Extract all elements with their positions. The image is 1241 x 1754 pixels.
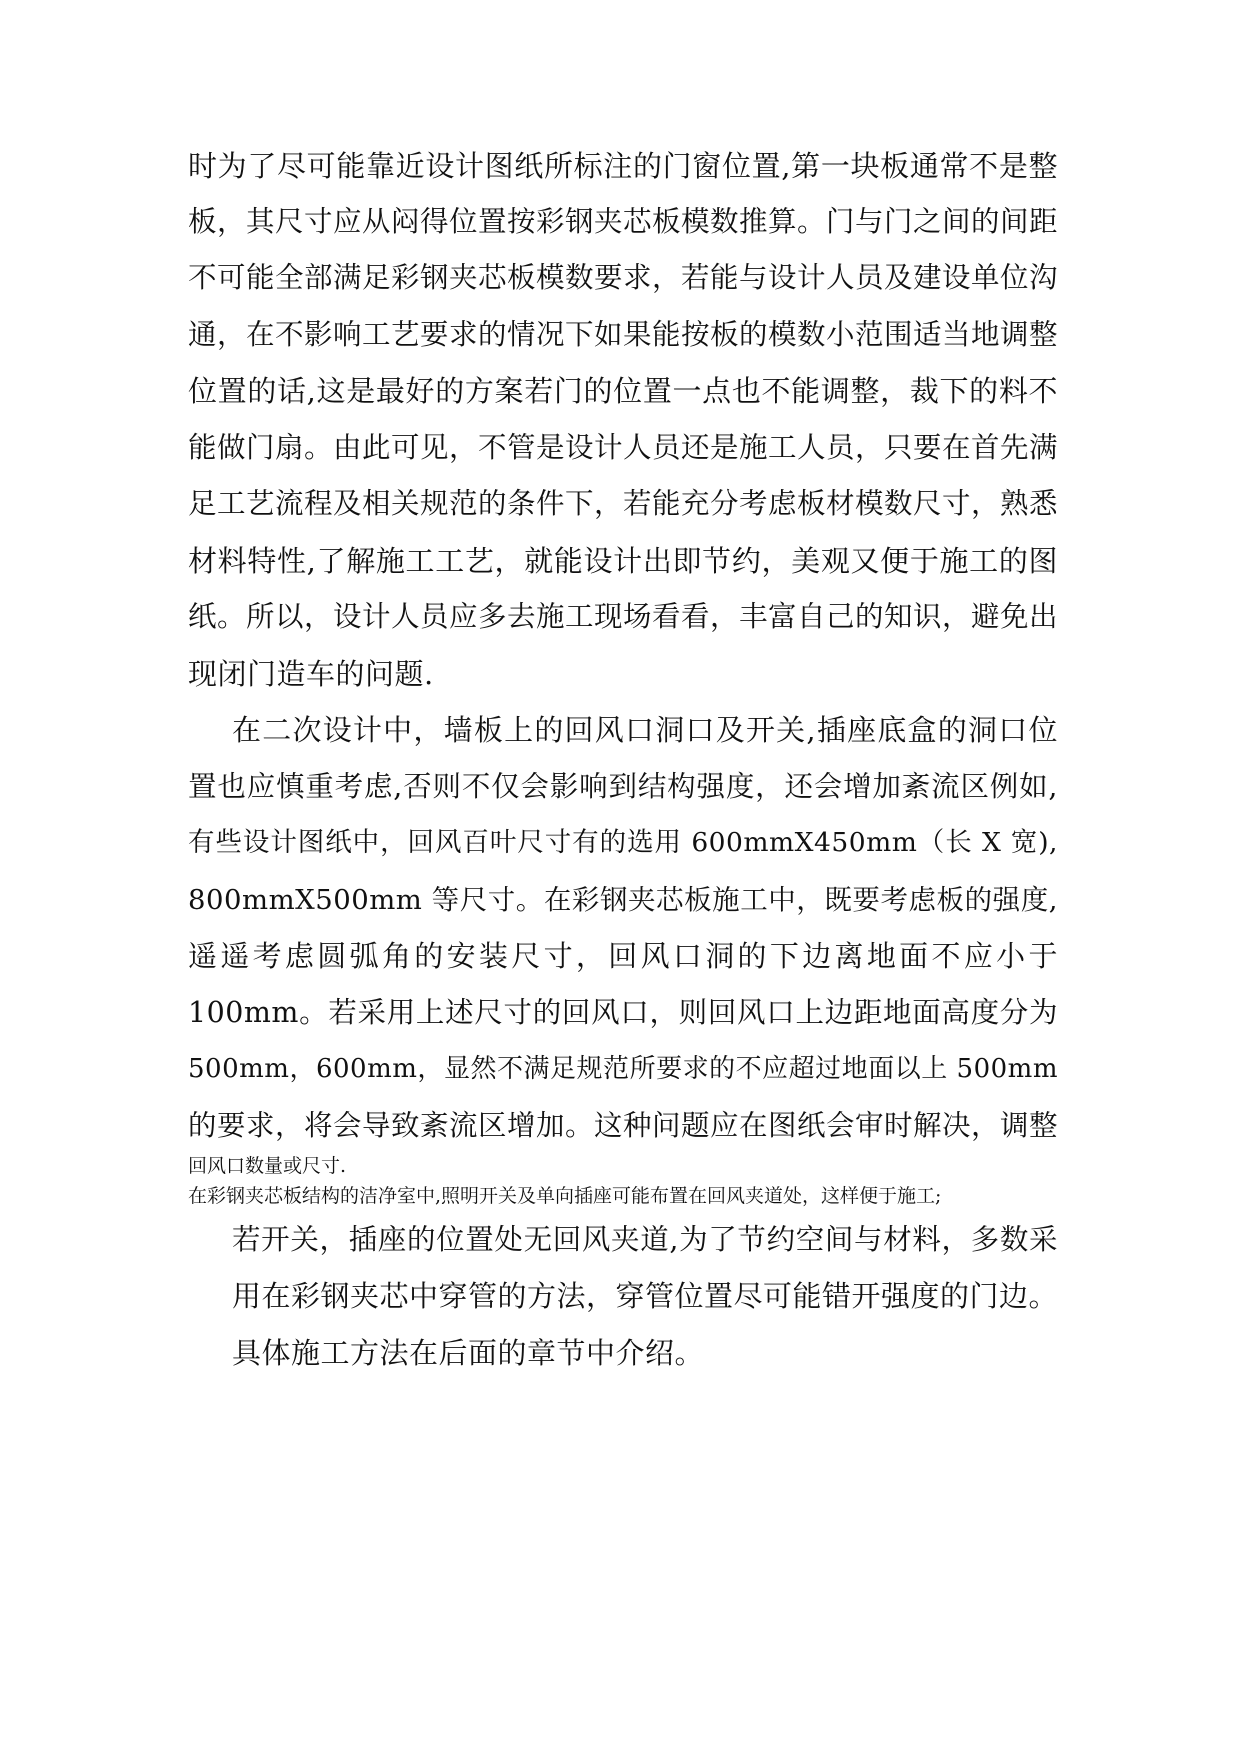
text-line: 500mm，600mm，显然不满足规范所要求的不应超过地面以上 500mm — [188, 1054, 1058, 1084]
text-line: 用在彩钢夹芯中穿管的方法，穿管位置尽可能错开强度的门边。 — [232, 1279, 1059, 1313]
text-line: 通，在不影响工艺要求的情况下如果能按板的模数小范围适当地调整 — [188, 318, 1059, 351]
text-line: 现闭门造车的问题. — [188, 657, 434, 691]
small-text-line: 在彩钢夹芯板结构的洁净室中,照明开关及单向插座可能布置在回风夹道处，这样便于施工; — [188, 1185, 942, 1207]
text-line: 位置的话,这是最好的方案若门的位置一点也不能调整，裁下的料不 — [188, 374, 1058, 408]
text-line: 足工艺流程及相关规范的条件下，若能充分考虑板材模数尺寸，熟悉 — [188, 487, 1059, 520]
text-line: 遥遥考虑圆弧角的安装尺寸，回风口洞的下边离地面不应小于 — [188, 939, 1058, 973]
small-text-line: 回风口数量或尺寸. — [188, 1155, 347, 1177]
text-line: 800mmX500mm 等尺寸。在彩钢夹芯板施工中，既要考虑板的强度, — [188, 884, 1058, 916]
text-line: 纸。所以，设计人员应多去施工现场看看，丰富自己的知识，避免出 — [188, 600, 1059, 633]
text-line: 不可能全部满足彩钢夹芯板模数要求，若能与设计人员及建设单位沟 — [188, 261, 1059, 294]
text-line: 板，其尺寸应从闷得位置按彩钢夹芯板模数推算。门与门之间的间距 — [188, 205, 1059, 238]
text-line: 置也应慎重考虑,否则不仅会影响到结构强度，还会增加紊流区例如, — [188, 770, 1058, 803]
text-line: 的要求，将会导致紊流区增加。这种问题应在图纸会审时解决，调整 — [188, 1109, 1059, 1142]
text-line: 时为了尽可能靠近设计图纸所标注的门窗位置,第一块板通常不是整 — [188, 149, 1058, 183]
text-line: 在二次设计中，墙板上的回风口洞口及开关,插座底盒的洞口位 — [232, 713, 1058, 747]
text-line: 能做门扇。由此可见，不管是设计人员还是施工人员，只要在首先满 — [188, 431, 1059, 464]
text-line: 具体施工方法在后面的章节中介绍。 — [232, 1336, 705, 1370]
text-line: 有些设计图纸中，回风百叶尺寸有的选用 600mmX450mm（长 X 宽), — [188, 827, 1058, 858]
text-line: 若开关，插座的位置处无回风夹道,为了节约空间与材料，多数采 — [232, 1223, 1058, 1256]
text-line: 100mm。若采用上述尺寸的回风口，则回风口上边距地面高度分为 — [188, 996, 1058, 1029]
text-line: 材料特性,了解施工工艺，就能设计出即节约，美观又便于施工的图 — [188, 544, 1058, 578]
